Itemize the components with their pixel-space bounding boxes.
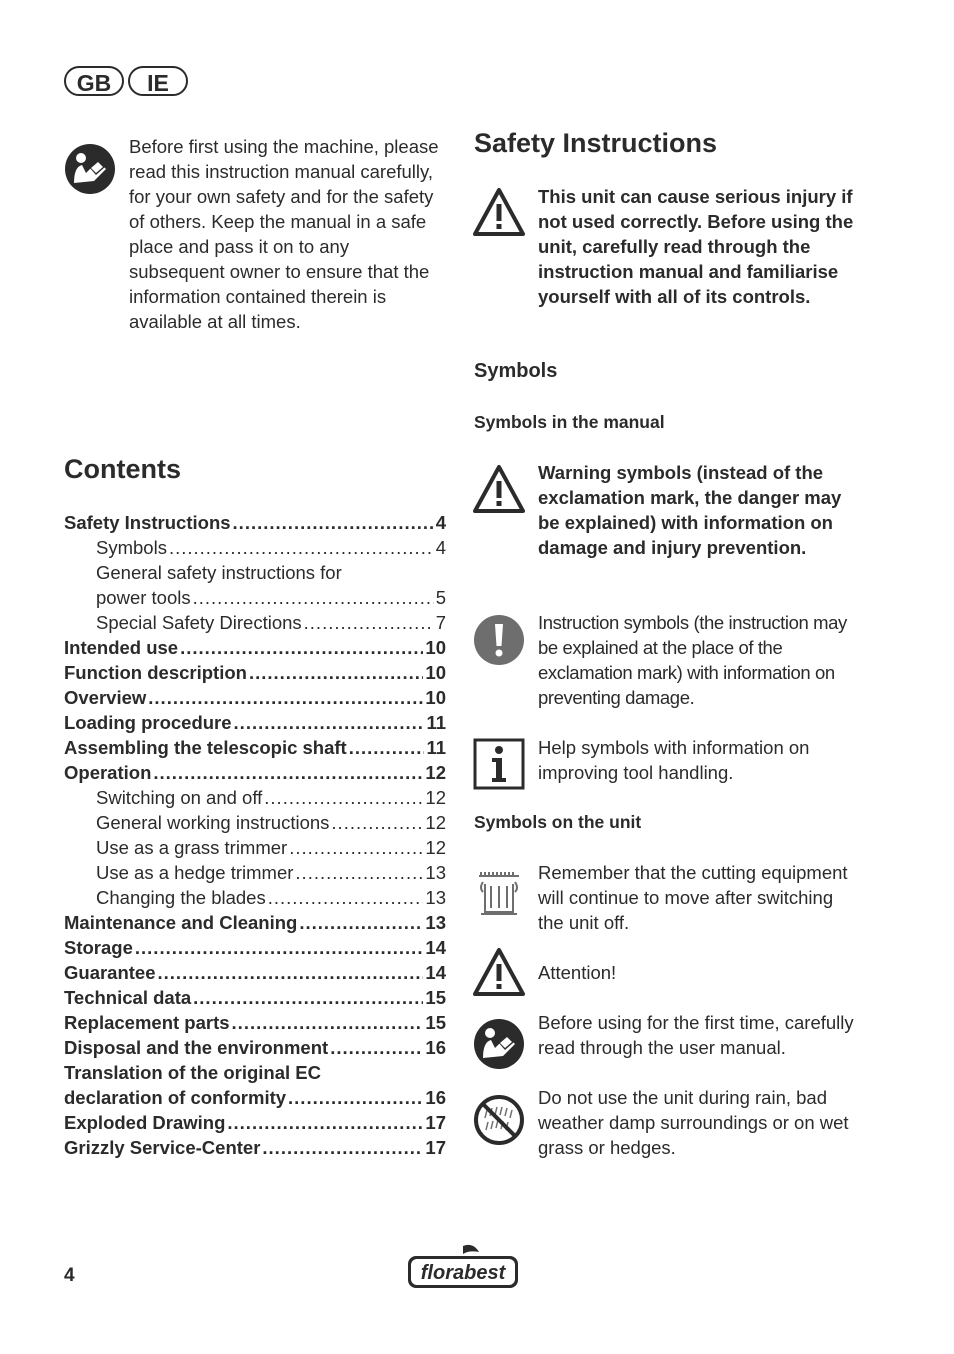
toc-leader-dots (330, 1035, 423, 1060)
toc-entry-page: 12 (425, 762, 446, 783)
toc-entry-page: 13 (425, 862, 446, 883)
manual-warning-text: Warning symbols (instead of the exclamation mark, the danger may be explained) with information on damage and injury prevention. (538, 462, 842, 558)
toc-leader-dots (169, 535, 434, 560)
toc-entry (64, 635, 446, 660)
info-help-icon (473, 738, 525, 790)
toc-entry-label: Special Safety Directions (96, 612, 302, 633)
contents-title: Contents (64, 454, 181, 484)
toc-entry-page: 16 (425, 1087, 446, 1108)
toc-entry (64, 1135, 446, 1160)
toc-entry (64, 660, 446, 685)
toc-entry-page: 17 (425, 1112, 446, 1133)
toc-leader-dots (148, 685, 423, 710)
toc-entry-label: Storage (64, 937, 133, 958)
toc-entry (64, 1035, 446, 1060)
toc-entry-page: 17 (425, 1137, 446, 1158)
toc-entry-label: Intended use (64, 637, 179, 658)
unit-cutting-text: Remember that the cutting equipment will continue to move after switching the unit off. (538, 862, 848, 933)
toc-entry-label: Translation of the original EC (64, 1062, 321, 1083)
toc-leader-dots (304, 610, 434, 635)
toc-entry-page: 4 (435, 512, 446, 533)
toc-leader-dots (349, 735, 425, 760)
toc-entry-label: Technical data (64, 987, 192, 1008)
toc-leader-dots (193, 985, 423, 1010)
florabest-logo (407, 1244, 519, 1290)
page-number: 4 (64, 1265, 75, 1286)
safety-instructions-title: Safety Instructions (474, 128, 718, 158)
toc-entry-label: Guarantee (64, 962, 156, 983)
toc-leader-dots (232, 1010, 424, 1035)
toc-entry (64, 735, 446, 760)
toc-entry (64, 860, 446, 885)
toc-entry-label: Exploded Drawing (64, 1112, 226, 1133)
table-of-contents (64, 510, 446, 1160)
toc-entry-page: 10 (425, 687, 446, 708)
toc-leader-dots (262, 1135, 423, 1160)
toc-leader-dots (268, 885, 424, 910)
read-manual-icon (473, 1018, 525, 1070)
toc-entry-label: Changing the blades (96, 887, 266, 908)
toc-entry (64, 985, 446, 1010)
toc-leader-dots (180, 635, 423, 660)
toc-entry-label: Operation (64, 762, 152, 783)
intro-text: Before first using the machine, please read this instruction manual carefully, for your own safety and for the safety of others. Keep the manual in a safe place and pass it on to any subsequent owner to ensure that the information contained therein is available at all times. (129, 136, 439, 332)
toc-entry (64, 1010, 446, 1035)
toc-entry-page: 11 (426, 737, 446, 758)
unit-rain-text: Do not use the unit during rain, bad weather damp surroundings or on wet grass or hedges. (538, 1087, 849, 1158)
manual-help-text: Help symbols with information on improving tool handling. (538, 737, 810, 783)
toc-entry-label: General working instructions (96, 812, 330, 833)
toc-leader-dots (331, 810, 423, 835)
toc-entry-label: Switching on and off (96, 787, 263, 808)
toc-entry-label: Assembling the telescopic shaft (64, 737, 347, 758)
toc-entry (64, 910, 446, 935)
toc-entry-page: 13 (425, 887, 446, 908)
toc-entry (64, 610, 446, 635)
toc-entry-page: 7 (435, 612, 446, 633)
toc-entry (64, 835, 446, 860)
toc-entry-page: 12 (425, 787, 446, 808)
symbols-title: Symbols (474, 360, 558, 382)
toc-entry (64, 810, 446, 835)
toc-entry-page: 10 (425, 637, 446, 658)
toc-entry (64, 1085, 446, 1110)
toc-entry-page: 15 (425, 1012, 446, 1033)
toc-leader-dots (264, 785, 423, 810)
toc-entry (64, 760, 446, 785)
toc-entry-label: declaration of conformity (64, 1087, 287, 1108)
toc-leader-dots (289, 835, 423, 860)
attention-triangle-icon (473, 946, 525, 998)
toc-entry-page: 14 (425, 937, 446, 958)
toc-entry-page: 16 (425, 1037, 446, 1058)
toc-entry (64, 685, 446, 710)
no-rain-icon (473, 1094, 525, 1146)
symbols-manual-title: Symbols in the manual (474, 412, 665, 432)
toc-entry (64, 885, 446, 910)
toc-entry (64, 960, 446, 985)
toc-entry (64, 785, 446, 810)
toc-leader-dots (153, 760, 423, 785)
toc-leader-dots (227, 1110, 423, 1135)
toc-entry-label: Use as a hedge trimmer (96, 862, 294, 883)
toc-entry-page: 12 (425, 812, 446, 833)
warning-triangle-icon (473, 186, 525, 238)
language-badge-ie: IE (128, 66, 188, 96)
manual-instruction-text: Instruction symbols (the instruction may be explained at the place of the exclamation mark) with information on preventing damage. (538, 612, 847, 708)
toc-entry-label: Symbols (96, 537, 167, 558)
toc-entry-page: 4 (435, 537, 446, 558)
toc-entry (64, 510, 446, 535)
toc-entry-page: 11 (426, 712, 446, 733)
language-badge-gb: GB (64, 66, 124, 96)
toc-leader-dots (299, 910, 423, 935)
toc-entry (64, 585, 446, 610)
toc-entry-label: Maintenance and Cleaning (64, 912, 298, 933)
toc-entry-label: Disposal and the environment (64, 1037, 329, 1058)
toc-entry (64, 535, 446, 560)
cutting-blade-icon (473, 866, 525, 918)
symbols-unit-title: Symbols on the unit (474, 812, 642, 832)
toc-entry-label: Overview (64, 687, 147, 708)
toc-leader-dots (158, 960, 424, 985)
safety-warning-text: This unit can cause serious injury if not used correctly. Before using the unit, carefully read through the instruction manual and familiarise yourself with all of its controls. (538, 186, 854, 307)
toc-leader-dots (295, 860, 423, 885)
toc-entry-label: power tools (96, 587, 191, 608)
toc-entry (64, 1060, 446, 1085)
toc-leader-dots (193, 585, 434, 610)
toc-entry-page: 14 (425, 962, 446, 983)
toc-leader-dots (249, 660, 423, 685)
toc-leader-dots (135, 935, 424, 960)
toc-entry (64, 560, 446, 585)
instruction-exclamation-icon (473, 614, 525, 666)
toc-entry-label: Loading procedure (64, 712, 232, 733)
warning-triangle-icon (473, 463, 525, 515)
toc-entry-label: Replacement parts (64, 1012, 230, 1033)
toc-leader-dots (288, 1085, 423, 1110)
toc-entry (64, 1110, 446, 1135)
toc-entry (64, 710, 446, 735)
toc-entry-label: Grizzly Service-Center (64, 1137, 261, 1158)
toc-entry-label: General safety instructions for (96, 562, 342, 583)
toc-entry (64, 935, 446, 960)
toc-entry-page: 13 (425, 912, 446, 933)
toc-entry-page: 15 (425, 987, 446, 1008)
unit-read-text: Before using for the first time, carefully read through the user manual. (538, 1012, 854, 1058)
toc-entry-page: 12 (425, 837, 446, 858)
read-manual-icon (64, 143, 116, 195)
toc-leader-dots (234, 710, 425, 735)
logo-text: florabest (420, 1262, 506, 1284)
toc-entry-page: 5 (435, 587, 446, 608)
toc-leader-dots (233, 510, 434, 535)
toc-entry-label: Function description (64, 662, 247, 683)
toc-entry-label: Safety Instructions (64, 512, 231, 533)
toc-entry-page: 10 (425, 662, 446, 683)
toc-entry-label: Use as a grass trimmer (96, 837, 288, 858)
unit-attention-text: Attention! (538, 962, 617, 983)
